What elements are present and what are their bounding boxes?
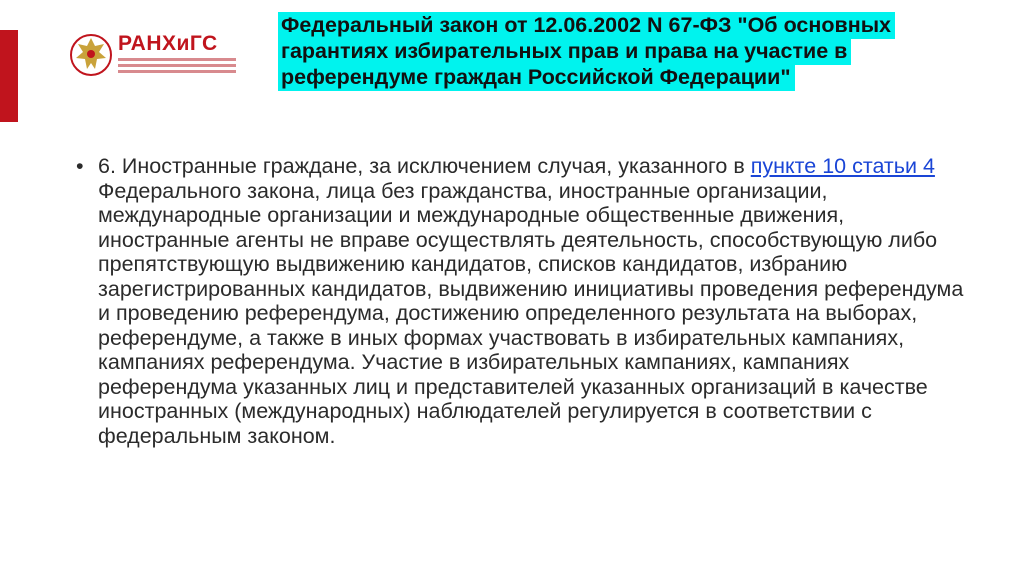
ranepa-logo [68,30,238,80]
slide-title-text: Федеральный закон от 12.06.2002 N 67-ФЗ "Об основных гарантиях избирательных прав и права на участие в референдуме граждан Российской Федерации" [278,12,895,91]
slide-title [278,12,968,90]
paragraph-text-start: 6. Иностранные граждане, за исключением случая, указанного в [98,154,751,178]
logo-subtitle-lines [118,58,236,76]
logo-text: РАНХиГС [118,32,218,55]
eagle-emblem-icon [68,30,114,80]
paragraph-text-rest: Федерального закона, лица без гражданства, иностранные организации, международные организации и международные общественные движения, иностранные агенты не вправе осуществлять деятельность, способствующую либо препятствующую выдвижению кандидатов, списков кандидатов, избранию зарегистрированных кандидатов, выдвижению инициативы проведения референдума и проведению референдума, достижению определенного результата на выборах, референдуме, а также в иных формах участвовать в избирательных кампаниях, кампаниях референдума. Участие в избирательных кампаниях, кампаниях референдума указанных лиц и представителей указанных организаций в качестве иностранных (международных) наблюдателей регулируется в соответствии с федеральным законом. [98,178,964,448]
law-article-link[interactable]: пункте 10 статьи 4 [750,154,935,178]
red-accent-bar [0,30,18,122]
slide-body [76,154,976,448]
bullet-marker: • [76,154,84,178]
bullet-paragraph [98,154,976,448]
